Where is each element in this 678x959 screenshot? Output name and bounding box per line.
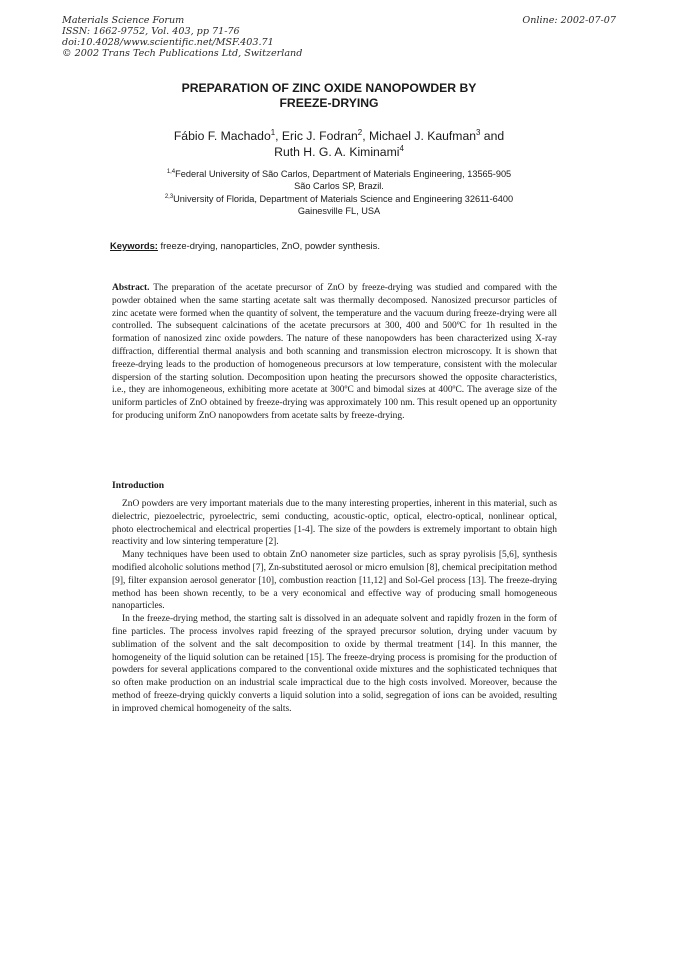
abstract-label: Abstract. (112, 283, 150, 293)
paragraph: Many techniques have been used to obtain ZnO nanometer size particles, such as spray pyrolisis [5,6], synthesis modified alcoholic solutions method [7], Zn-substituted aerosol or micro emulsion [8], chemical precipitation method [9], filter expansion aerosol generator [10], combustion reaction [11,12] and Sol-Gel process [13]. The freeze-drying method has been shown recently, to be a very economical and effective way of producing small homogeneous nanoparticles. (112, 550, 557, 612)
author-separator: , (362, 129, 369, 143)
copyright-line: © 2002 Trans Tech Publications Ltd, Switzerland (62, 48, 303, 59)
affiliation (100, 169, 578, 192)
doi-line: doi:10.4028/www.scientific.net/MSF.403.71 (62, 37, 274, 48)
paragraph: In the freeze-drying method, the starting salt is dissolved in an adequate solvent and rapidly frozen in the form of fine particles. The process involves rapid freezing of the sprayed precursor solution, drying under vacuum by sublimation of the solvent and the salt decomposition to oxide by thermal treatment [14]. In this manner, the homogeneity of the liquid solution can be retained [15]. The freeze-drying process is promising for the production of powders for several applications compared to the conventional oxide mixtures and the sophisticated techniques that so often make production on an industrial scale impractical due to the high costs involved. Moreover, because the method of freeze-drying quickly converts a liquid solution into a solid, segregation of ions can be avoided, resulting in improved chemical homogeneity of the salts. (112, 614, 557, 714)
author-name: Ruth H. G. A. Kiminami (274, 145, 400, 159)
introduction-body (112, 498, 557, 716)
author-affiliation-mark: 4 (399, 143, 404, 153)
affiliation-line: Federal University of São Carlos, Department of Materials Engineering, 13565-905 (175, 169, 512, 179)
affiliation-line: University of Florida, Department of Materials Science and Engineering 32611-6400 (173, 194, 514, 204)
abstract (112, 282, 557, 423)
keywords-label: Keywords: (110, 240, 158, 251)
author-affiliation-mark: 1 (270, 127, 276, 137)
affiliation-line: Gainesville FL, USA (297, 205, 381, 216)
author-list (100, 128, 578, 160)
author-affiliation-mark: 2 (357, 127, 363, 137)
author-name: Fábio F. Machado (173, 129, 271, 143)
author-name: Michael J. Kaufman (368, 129, 476, 143)
affiliation (100, 194, 578, 217)
title-line: PREPARATION OF ZINC OXIDE NANOPOWDER BY (181, 81, 477, 95)
journal-name: Materials Science Forum (62, 15, 185, 26)
author-affiliation-mark: 3 (476, 127, 481, 137)
keywords (110, 240, 380, 251)
paragraph: ZnO powders are very important materials due to the many interesting properties, inherent in this material, such as dielectric, piezoelectric, pyroelectric, semi conducting, acoustic-optic, optical, electro-optical, nonlinear optical, photo electrochemical and electrical properties [1-4]. The size of the powders is extremely important to obtain high reactivity and low sintering temperature [2]. (112, 499, 557, 548)
author-separator: , (275, 129, 282, 143)
affiliation-mark: 1,4 (166, 168, 176, 175)
section-heading: Introduction (112, 480, 165, 491)
author-separator: and (480, 129, 505, 143)
journal-header (62, 15, 302, 59)
online-date: Online: 2002-07-07 (522, 15, 616, 26)
paper-title (100, 81, 558, 111)
affiliation-line: São Carlos SP, Brazil. (294, 180, 384, 191)
title-line: FREEZE-DRYING (279, 96, 379, 110)
keywords-text: freeze-drying, nanoparticles, ZnO, powder synthesis. (160, 240, 380, 251)
author-name: Eric J. Fodran (281, 129, 358, 143)
affiliation-mark: 2,3 (164, 193, 174, 200)
issn-line: ISSN: 1662-9752, Vol. 403, pp 71-76 (62, 26, 240, 37)
abstract-text: The preparation of the acetate precursor of ZnO by freeze-drying was studied and compared with the powder obtained when the same starting acetate salt was thermally decomposed. Nanosized precursor particles of zinc acetate were formed when the quantity of solvent, the temperature and the vacuum during freeze-drying were all controlled. The subsequent calcinations of the acetate precursors at 300, 400 and 500ºC for 1h resulted in the formation of nanosized zinc oxide powders. The nature of these nanopowders has been characterized using X-ray diffraction, differential thermal analysis and both scanning and transmission electron microscopy. It is shown that freeze-drying leads to the production of homogeneous precursors at low temperature, consistent with the molecular dispersion of the starting solution. Decomposition upon heating the precursors showed the opposite characteristics, i.e., they are inhomogeneous, exhibiting more acetate at 300ºC and bimodal sizes at 400ºC. The average size of the uniform particles of ZnO obtained by freeze-drying was approximately 100 nm. This result opened up an opportunity for producing uniform ZnO nanopowders from acetate salts by freeze-drying. (112, 283, 557, 421)
